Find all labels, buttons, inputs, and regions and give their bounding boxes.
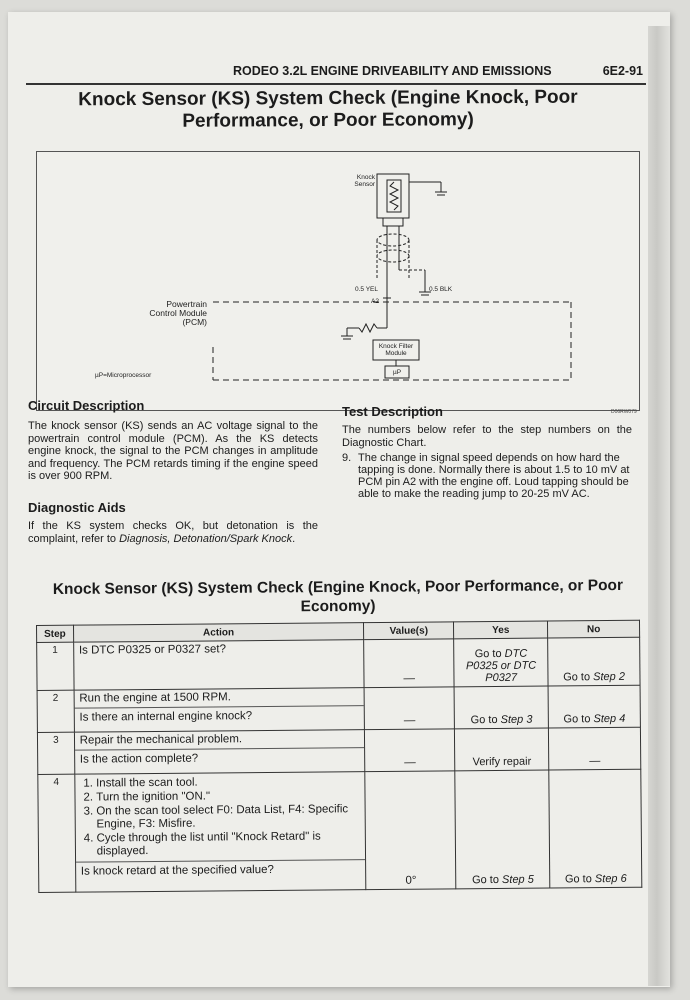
- list-item: 2. Turn the ignition "ON.": [96, 789, 360, 804]
- microprocessor-label: µP: [392, 369, 402, 376]
- wire-yel-label: 0.5 YEL: [355, 286, 379, 293]
- yes-target: Step 5: [501, 873, 534, 886]
- legend-text: µP=Microprocessor: [95, 372, 152, 379]
- knock-sensor-label: Knock Sensor: [354, 174, 375, 188]
- list-item: 4. Cycle through the list until "Knock Retard" is displayed.: [97, 830, 361, 858]
- pcm-label: Powertrain Control Module (PCM): [149, 299, 207, 327]
- step-yes: Verify repair: [455, 728, 549, 771]
- list-item: 1. Install the scan tool.: [96, 775, 360, 790]
- table-row: [38, 769, 642, 892]
- filter-module-label: Knock Filter Module: [378, 343, 414, 357]
- no-target: Step 6: [594, 872, 627, 886]
- header-rule: [26, 83, 646, 85]
- no-prefix: Go to: [564, 873, 595, 886]
- step-no: [549, 769, 642, 888]
- yes-prefix: Go to: [472, 873, 503, 887]
- action-question: Is there an internal engine knock?: [74, 705, 364, 724]
- no-prefix: Go to: [563, 671, 594, 684]
- page-edge: [648, 26, 670, 986]
- table-row: [37, 637, 640, 690]
- step-number: 1: [37, 642, 74, 690]
- yes-target: Step 3: [500, 713, 533, 726]
- list-item: 3. On the scan tool select F0: Data List, F4: Specific Engine, F3: Misfire.: [96, 803, 360, 831]
- diagnostic-aids-reference: Diagnosis, Detonation/Spark Knock: [119, 532, 293, 545]
- page-title: Knock Sensor (KS) System Check (Engine Knock, Poor Performance, or Poor Economy): [78, 86, 578, 132]
- step-number: 2: [37, 690, 74, 732]
- step-action: Is DTC P0325 or P0327 set?: [73, 640, 364, 691]
- step-yes: [455, 770, 550, 889]
- pin-label: A2: [371, 298, 379, 305]
- test-description-heading: Test Description: [342, 404, 443, 419]
- step-value: —: [364, 639, 454, 688]
- diagram-reference: D06RW079: [611, 409, 637, 415]
- action-question: Is knock retard at the specified value?: [76, 859, 366, 878]
- step-value: —: [365, 729, 455, 772]
- running-head: [233, 64, 643, 78]
- diagnostic-aids-text: [28, 520, 318, 545]
- no-target: Step 2: [593, 670, 625, 684]
- table-title: Knock Sensor (KS) System Check (Engine Knock, Poor Performance, or Poor Economy): [52, 577, 624, 616]
- step-no: [548, 685, 640, 728]
- step-value: 0°: [365, 771, 456, 890]
- table-row: [37, 727, 640, 774]
- manual-page: [8, 12, 670, 987]
- header-value: Value(s): [364, 622, 454, 640]
- header-step: Step: [37, 625, 74, 642]
- page-number: 6E2-91: [602, 64, 643, 78]
- action-text: Repair the mechanical problem.: [79, 733, 243, 747]
- wiring-diagram: [36, 151, 640, 411]
- no-target: Step 4: [593, 712, 626, 726]
- step-action: [75, 772, 367, 893]
- step-number: 4: [38, 774, 76, 892]
- wire-blk-label: 0.5 BLK: [429, 286, 453, 293]
- yes-prefix: Go to: [474, 647, 505, 661]
- test-description-intro: The numbers below refer to the step numbers on the Diagnostic Chart.: [342, 424, 632, 449]
- circuit-description-text: The knock sensor (KS) sends an AC voltage signal to the powertrain control module (PCM). As the KS detects engine knock, the signal to the PCM changes in amplitude and frequency. The PCM retards timing if the engine speed is over 900 RPM.: [28, 420, 318, 482]
- header-action: Action: [73, 623, 364, 643]
- step-no: —: [549, 727, 641, 770]
- test-item-text: The change in signal speed depends on how hard the tapping is done. Normally there is about 1.5 to 10 mV at PCM pin A2 with the engine off. Loud tapping should be able to make the reading jump to 20-25 mV AC.: [358, 452, 630, 500]
- table-row: [37, 685, 640, 732]
- step-action: [74, 688, 365, 733]
- diagnostic-aids-heading: Diagnostic Aids: [28, 500, 126, 515]
- action-text: Run the engine at 1500 RPM.: [79, 691, 231, 705]
- step-number: 3: [37, 732, 74, 774]
- section-title: RODEO 3.2L ENGINE DRIVEABILITY AND EMISSIONS: [233, 64, 552, 78]
- diagnostic-aids-suffix: .: [292, 532, 296, 545]
- diagnostic-aids-prefix: If the KS system checks OK, but detonation is the complaint, refer to: [28, 520, 318, 545]
- step-value: —: [364, 687, 454, 730]
- action-question: Is the action complete?: [75, 747, 365, 766]
- diagnostic-table: [36, 620, 642, 893]
- test-item-number: 9.: [342, 452, 352, 464]
- action-steps-list: [80, 775, 360, 858]
- yes-prefix: Go to: [470, 713, 501, 727]
- yes-target: DTC P0325 or DTC P0327: [465, 647, 537, 685]
- no-prefix: Go to: [563, 713, 594, 726]
- step-action: [74, 730, 365, 775]
- header-no: No: [548, 620, 640, 638]
- header-yes: Yes: [454, 621, 548, 639]
- step-yes: [454, 686, 548, 729]
- step-no: [548, 637, 640, 686]
- circuit-description-heading: Circuit Description: [28, 398, 145, 413]
- step-yes: [454, 638, 548, 687]
